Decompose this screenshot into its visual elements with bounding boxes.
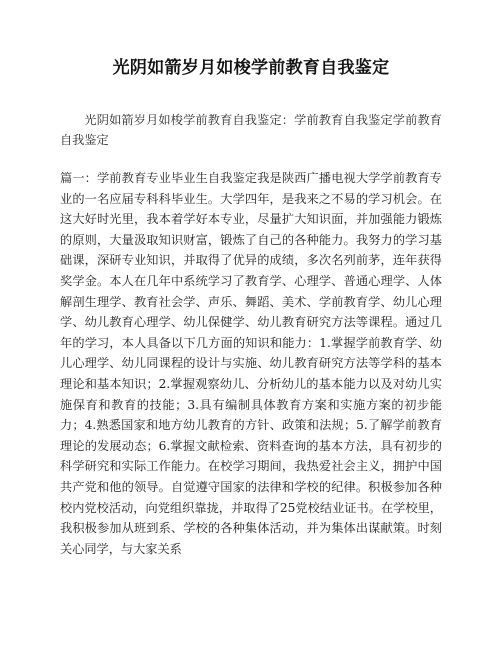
intro-paragraph: 光阴如箭岁月如梭学前教育自我鉴定：学前教育自我鉴定学前教育自我鉴定: [60, 113, 442, 147]
body-paragraph: 篇一：学前教育专业毕业生自我鉴定我是陕西广播电视大学学前教育专业的一名应届专科科毕业生。大学四年，是我来之不易的学习机会。在这大好时光里，我本着学好本专业，尽量扩大知识面，并加强能力锻炼的原则，大量汲取知识财富，锻炼了自己的各种能力。我努力的学习基础课，深研专业知识，并取得了优异的成绩，多次名列前茅，连年获得奖学金。本人在几年中系统学习了教育学、心理学、普通心理学、人体解剖生理学、教育社会学、声乐、舞蹈、美术、学前教育学、幼儿心理学、幼儿教育心理学、幼儿保健学、幼儿教育研究方法等课程。通过几年的学习，本人具备以下几方面的知识和能力：1.掌握学前教育学、幼儿心理学、幼儿同课程的设计与实施、幼儿教育研究方法等学科的基本理论和基本知识；2.掌握观察幼儿、分析幼儿的基本能力以及对幼儿实施保育和教育的技能；3.具有编制具体教育方案和实施方案的初步能力；4.熟悉国家和地方幼儿教育的方针、政策和法规；5.了解学前教育理论的发展动态；6.掌握文献检索、资料查询的基本方法，具有初步的科学研究和实际工作能力。在校学习期间，我热爱社会主义，拥护中国共产党和他的领导。自觉遵守国家的法律和学校的纪律。积极参加各种校内党校活动，向党组织靠拢，并取得了25党校结业证书。在学校里，我积极参加从班到系、学校的各种集体活动，并为集体出谋献策。时刻关心同学，与大家关系: [60, 171, 442, 556]
page-title: 光阴如箭岁月如梭学前教育自我鉴定: [112, 58, 390, 78]
